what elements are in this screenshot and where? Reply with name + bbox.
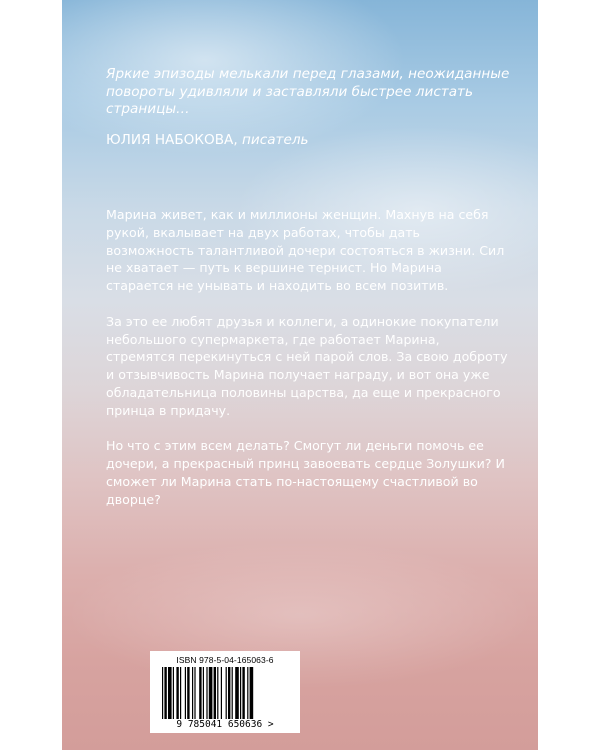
barcode-bar [185,667,186,719]
barcode-icon [160,667,290,719]
barcode-bar [187,667,189,719]
barcode-bar [203,667,204,719]
barcode-bar [240,667,241,719]
barcode-bar [199,667,201,719]
barcode-bar [173,667,174,719]
barcode-bar [228,667,230,719]
barcode-bar [164,667,166,719]
author-role: писатель [237,132,309,148]
barcode-bar [206,667,207,719]
barcode-bar [226,667,227,719]
isbn-label: ISBN 978-5-04-165063-6 [176,655,274,665]
barcode-bar [232,667,233,719]
barcode-bar [176,667,178,719]
barcode-bar [209,667,213,719]
barcode-bar [194,667,195,719]
book-back-cover [62,0,538,750]
barcode-bar [180,667,181,719]
quote-text: Яркие эпизоды мелькали перед глазами, неожиданные повороты удивляли и заставляли быстрее листать страницы… [106,66,510,118]
author-name: ЮЛИЯ НАБОКОВА, [106,132,238,148]
isbn-digits: 9 785041 650636 > [176,719,274,730]
description-paragraph-2: За это ее любят друзья и коллеги, а одинокие покупатели небольшого супермаркета, где работает Марина, стремятся перекинуться с ней парой слов. За свою доброту и отзывчивость Марина получает награду, и вот она уже обладательница половины царства, да еще и прекрасного принца в придачу. [106,313,508,418]
barcode-bar [221,667,222,719]
barcode-bar [168,667,172,719]
barcode-bar [250,667,254,719]
isbn-barcode [150,651,300,733]
barcode-bar [192,667,193,719]
barcode-bar [242,667,244,719]
quote-author [106,132,309,148]
barcode-bar [162,667,163,719]
barcode-bar [214,667,216,719]
barcode-bar [235,667,239,719]
description-paragraph-1: Марина живет, как и миллионы женщин. Махнув на себя рукой, вкалывает на двух работах, чтобы дать возможность талантливой дочери состояться в жизни. Сил не хватает — путь к вершине тернист. Но Марина старается не унывать и находить во всем позитив. [106,207,505,294]
description-paragraph-3: Но что с этим всем делать? Смогут ли деньги помочь ее дочери, а прекрасный принц завоевать сердце Золушки? И сможет ли Марина стать по-настоящему счастливой во дворце? [106,438,505,507]
barcode-bar [247,667,248,719]
description [106,206,510,526]
barcode-bar [217,667,218,719]
